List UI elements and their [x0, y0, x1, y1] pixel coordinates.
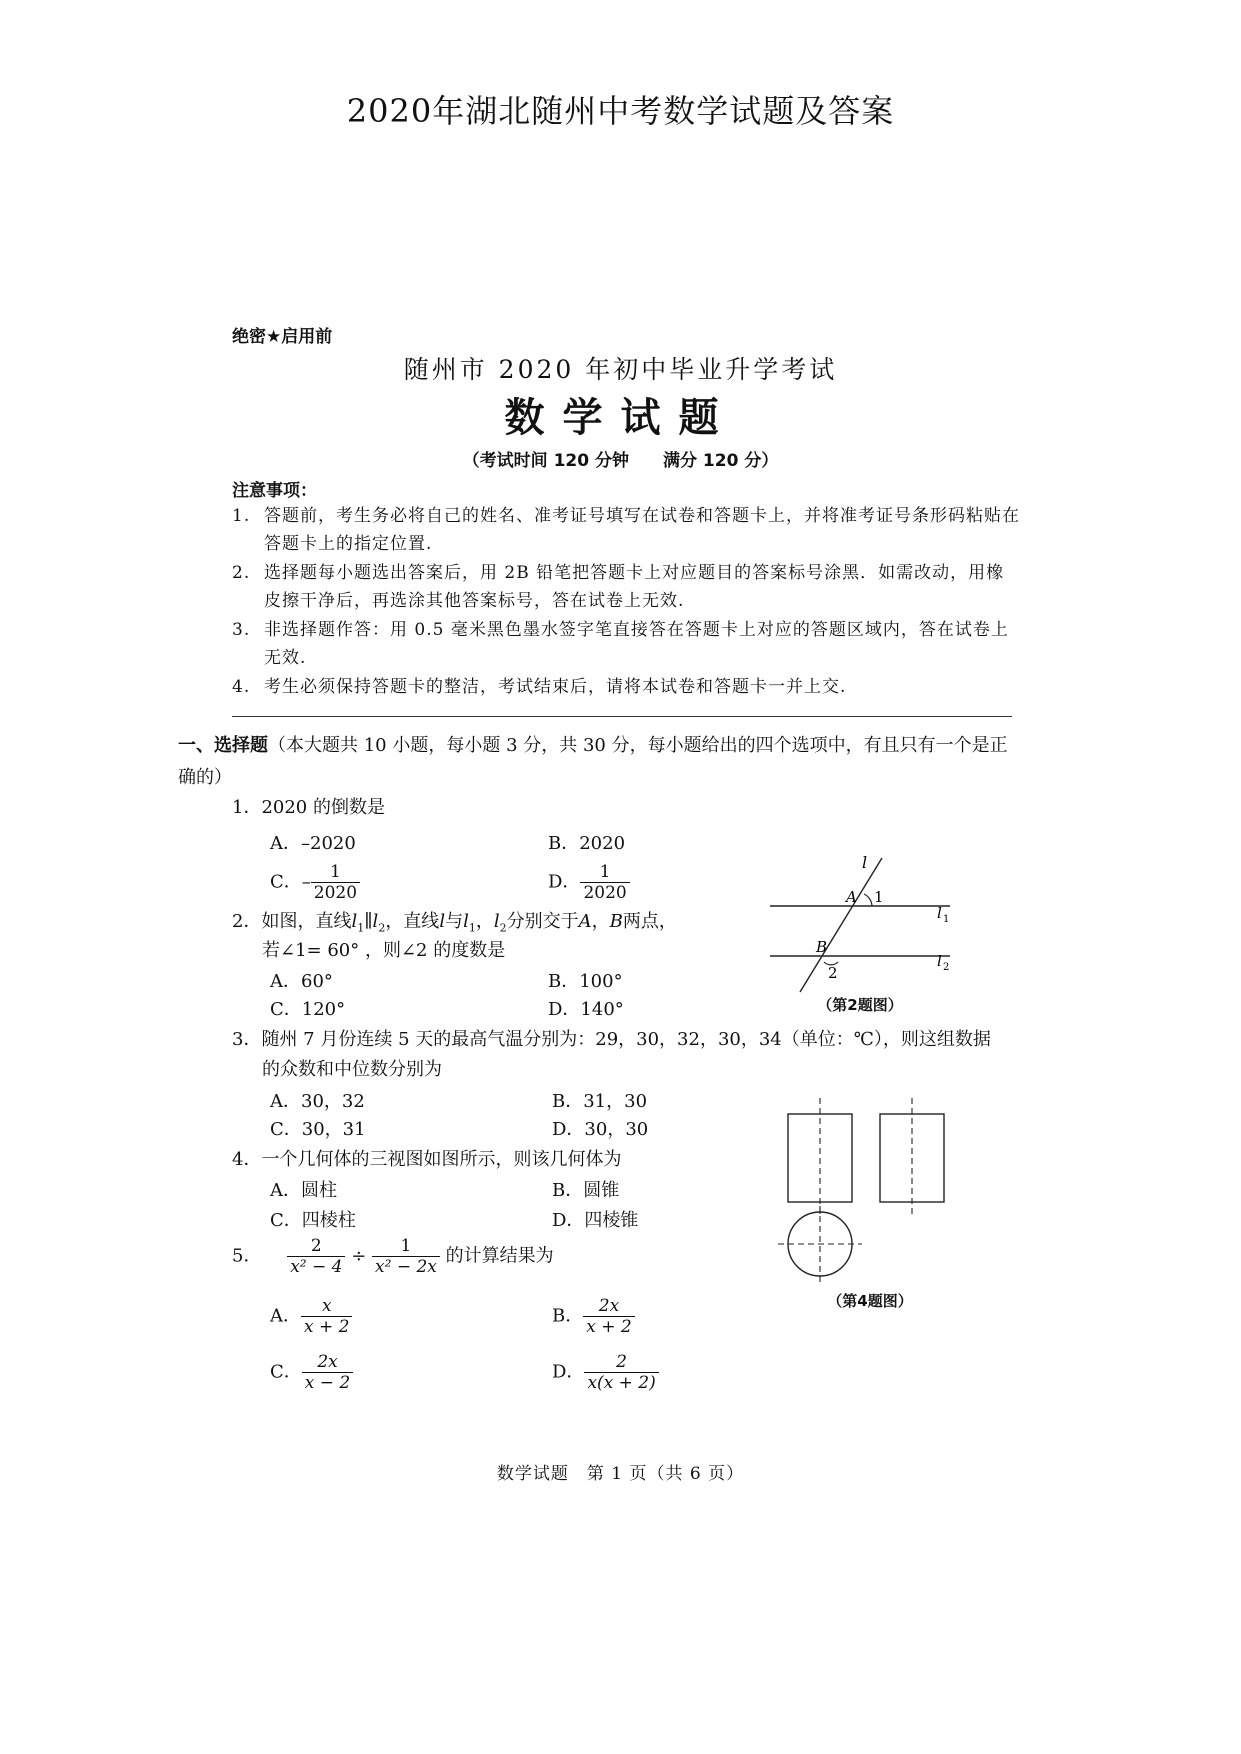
numerator: 1 — [400, 1236, 412, 1256]
q5-number: 5． — [232, 1245, 262, 1267]
page-footer: 数学试题 第 1 页（共 6 页） — [496, 1464, 745, 1484]
section-description: （本大题共 10 小题，每小题 3 分，共 30 分，每小题给出的四个选项中，有且只有一个是正确的） — [178, 735, 1008, 788]
q5-option-d — [552, 1352, 659, 1393]
q4-stem: 4．一个几何体的三视图如图所示，则该几何体为 — [232, 1149, 622, 1170]
document-title: 2020年湖北随州中考数学试题及答案 — [346, 92, 895, 130]
fraction — [311, 862, 360, 903]
q5-option-b — [552, 1296, 635, 1337]
var-l: l — [372, 911, 379, 932]
var-l: l — [463, 911, 469, 932]
notice-number: 1. — [232, 506, 251, 526]
point-b: B — [609, 911, 623, 932]
q3-option-c: C．30，31 — [270, 1119, 366, 1140]
q1-option-d — [548, 862, 630, 903]
denominator: 2020 — [311, 882, 360, 903]
fraction — [372, 1236, 440, 1277]
q4-option-c: C．四棱柱 — [270, 1210, 356, 1231]
q3-stem: 3．随州 7 月份连续 5 天的最高气温分别为：29，30，32，30，34（单位：℃），则这组数据 — [232, 1029, 991, 1050]
q5-option-c — [270, 1352, 353, 1393]
q2-number: 2． — [232, 911, 262, 932]
label-1: 1 — [874, 888, 884, 906]
q1-option-c — [270, 862, 360, 903]
notice-item — [232, 616, 1022, 672]
q4-figure — [770, 1090, 970, 1290]
denominator: x − 2 — [302, 1372, 353, 1393]
q1-option-d-label: D． — [548, 871, 581, 893]
q1-stem: 1．2020 的倒数是 — [232, 797, 385, 818]
var-l: l — [493, 911, 500, 932]
notice-item — [232, 673, 1022, 701]
notice-title: 注意事项： — [232, 481, 317, 501]
notice-number: 3. — [232, 620, 251, 640]
denominator: 2020 — [580, 882, 629, 903]
var-l: l — [439, 911, 446, 932]
parallel-symbol: ∥ — [364, 911, 373, 932]
label-l1: l — [937, 904, 942, 922]
notice-text: 考生必须保持答题卡的整洁，考试结束后，请将本试卷和答题卡一并上交. — [264, 677, 847, 697]
fraction — [583, 1296, 634, 1337]
q5-option-d-label: D． — [552, 1361, 585, 1383]
var-l: l — [351, 911, 358, 932]
denominator: x(x + 2) — [584, 1372, 658, 1393]
notice-text: 答题前，考生务必将自己的姓名、准考证号填写在试卷和答题卡上，并将准考证号条形码粘贴在答题卡上的指定位置. — [264, 506, 1020, 554]
divider — [232, 716, 1012, 717]
label-b: B — [816, 938, 828, 956]
line-l — [800, 858, 882, 992]
q2-text: 两点， — [622, 911, 677, 932]
section-label: 一、选择题 — [178, 735, 268, 756]
q3-stem-line2: 的众数和中位数分别为 — [262, 1059, 442, 1080]
notice-item — [232, 502, 1022, 558]
angle-1-arc — [864, 894, 872, 906]
q2-option-a: A．60° — [270, 971, 333, 992]
q3-option-a: A．30，32 — [270, 1091, 365, 1112]
fraction — [287, 1236, 345, 1277]
q4-option-b: B．圆锥 — [552, 1180, 620, 1201]
secret-label: 绝密★启用前 — [232, 327, 333, 347]
notice-item — [232, 559, 1022, 615]
label-a: A — [846, 888, 857, 906]
q5-stem-end: 的计算结果为 — [445, 1245, 554, 1267]
q4-option-a: A．圆柱 — [270, 1180, 337, 1201]
q3-option-b: B．31，30 — [552, 1091, 648, 1112]
q2-figure-caption: （第2题图） — [817, 996, 903, 1014]
q2-text: 如图，直线 — [261, 911, 352, 932]
label-2: 2 — [828, 964, 838, 982]
q2-option-c: C．120° — [270, 999, 346, 1020]
notice-number: 4. — [232, 677, 251, 697]
label-l2: l — [937, 952, 942, 970]
numerator: 2x — [317, 1352, 338, 1372]
q2-option-b: B．100° — [548, 971, 623, 992]
numerator: 1 — [330, 862, 341, 882]
numerator: 2 — [616, 1352, 627, 1372]
q5-stem — [232, 1236, 554, 1277]
subscript: 2 — [378, 921, 386, 935]
time-info: （考试时间 120 分钟 满分 120 分） — [462, 451, 779, 471]
numerator: 2 — [310, 1236, 322, 1256]
numerator: 1 — [599, 862, 611, 882]
q5-option-c-label: C． — [270, 1361, 302, 1383]
q2-text: ，直线 — [385, 911, 440, 932]
q2-text: ， — [591, 911, 610, 932]
label-l2-sub: 2 — [943, 962, 950, 973]
notice-number: 2. — [232, 563, 251, 583]
q1-option-a: A．–2020 — [270, 833, 356, 854]
subscript: 2 — [499, 921, 507, 935]
notice-text: 选择题每小题选出答案后，用 2B 铅笔把答题卡上对应题目的答案标号涂黑．如需改动，用橡皮擦干净后，再选涂其他答案标号，答在试卷上无效. — [264, 563, 1005, 611]
subscript: 1 — [468, 921, 476, 935]
denominator: x + 2 — [583, 1316, 634, 1337]
q5-option-b-label: B． — [552, 1305, 584, 1327]
exam-name: 随州市 2020 年初中毕业升学考试 — [403, 355, 838, 384]
q2-stem-line2: 若∠1= 60° ，则∠2 的度数是 — [262, 940, 506, 961]
section-heading — [178, 730, 1018, 794]
q2-text: ， — [475, 911, 494, 932]
denominator: x² − 2x — [372, 1256, 440, 1277]
q1-option-b: B．2020 — [548, 833, 626, 854]
fraction — [301, 1296, 352, 1337]
label-l: l — [862, 853, 868, 872]
subject-title: 数学试题 — [504, 395, 737, 441]
q2-option-d: D．140° — [548, 999, 624, 1020]
notice-list — [232, 502, 1022, 702]
q4-figure-caption: （第4题图） — [827, 1292, 913, 1310]
q1-option-c-label: C．– — [270, 871, 311, 893]
point-a: A — [578, 911, 592, 932]
fraction — [584, 1352, 658, 1393]
fraction — [580, 862, 629, 903]
denominator: x + 2 — [301, 1316, 352, 1337]
label-l1-sub: 1 — [943, 914, 950, 925]
q5-option-a-label: A． — [270, 1305, 301, 1327]
denominator: x² − 4 — [287, 1256, 345, 1277]
q2-figure — [760, 850, 990, 1005]
q2-text: 与 — [445, 911, 464, 932]
q5-option-a — [270, 1296, 352, 1337]
numerator: x — [321, 1296, 332, 1316]
fraction — [302, 1352, 353, 1393]
q2-text: 分别交于 — [506, 911, 579, 932]
q4-option-d: D．四棱锥 — [552, 1210, 639, 1231]
divide-symbol: ÷ — [351, 1245, 367, 1267]
q3-option-d: D．30，30 — [552, 1119, 649, 1140]
numerator: 2x — [598, 1296, 620, 1316]
subscript: 1 — [357, 921, 365, 935]
notice-text: 非选择题作答：用 0.5 毫米黑色墨水签字笔直接答在答题卡上对应的答题区域内，答在试卷上无效. — [264, 620, 1009, 668]
